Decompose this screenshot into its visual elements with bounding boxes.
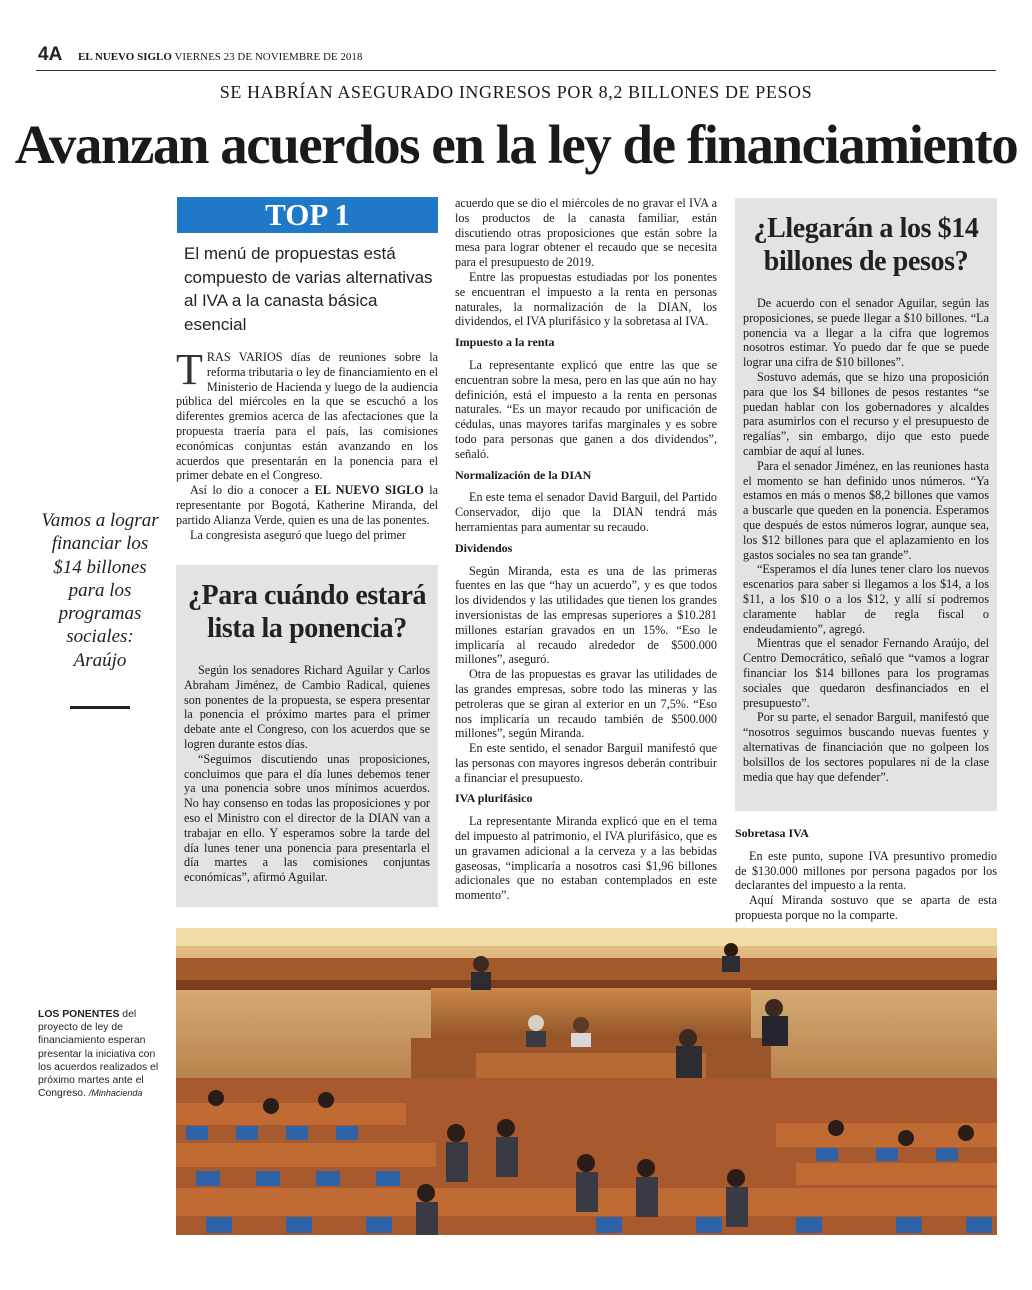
article-paragraph: Aquí Miranda sostuvo que se aparta de esta propuesta porque no la comparte.: [735, 893, 997, 922]
kicker: SE HABRÍAN ASEGURADO INGRESOS POR 8,2 BILLONES DE PESOS: [219, 82, 813, 102]
box-paragraph: Mientras que el senador Fernando Araújo, del Centro Democrático, señaló que “vamos a lograr financiar los $14 billones para los programas sociales que quedaron desfinanciados en el presupuesto”.: [743, 636, 989, 710]
article-paragraph: Así lo dio a conocer a EL NUEVO SIGLO la representante por Bogotá, Katherine Miranda, del partido Alianza Verde, quien es una de las ponentes.: [176, 483, 439, 527]
box-paragraph: “Seguimos discutiendo unas proposiciones, concluimos que para el día lunes debemos tener ya una ponencia sobre unos mínimos acuerdos. No hay consenso en todas las proposiciones y por eso el Ministro con el director de la DIAN van a trabajar en ello. Y esperamos sobre la tarde del día lunes tener una ponencia para presentarla el día martes a las comisiones conjuntas económicas”, afirmó Aguilar.: [184, 751, 430, 885]
header-rule: [36, 70, 996, 71]
article-paragraph: La representante Miranda explicó que en el tema del impuesto al patrimonio, el IVA plurifásico, que es un gravamen adicional a la cerveza y a las bebidas gaseosas, “implicaría a nosotros casi $1,96 billones adicionales que no estaban contemplados en este momento”.: [455, 814, 717, 903]
publication-name: EL NUEVO SIGLO: [78, 51, 172, 63]
sidebar-box-ponencia: [176, 565, 438, 907]
subheading: Sobretasa IVA: [735, 826, 809, 840]
subheading: Dividendos: [455, 540, 513, 555]
lead-text: días de reuniones sobre la reforma tributaria o ley de financiamiento en el Ministerio de Hacienda y luego de la audiencia pública del miércoles en la que se escuchó a los diferentes gremios acerca de las afectaciones que la propuesta traería para el país, las comisiones económicas conjuntas están avanzando en los acuerdos que presentarán en la ponencia para el primer debate en el Congreso.: [176, 350, 438, 483]
article-paragraph: La congresista aseguró que luego del primer: [190, 527, 406, 542]
box-body: [176, 663, 438, 885]
article-paragraph: En este tema el senador David Barguil, del Partido Conservador, dijo que la DIAN tendrá más herramientas para aumentar su recaudo.: [455, 490, 717, 534]
article-paragraph: En este sentido, el senador Barguil manifestó que las personas con mayores ingresos deberán contribuir a financiar el presupuesto.: [455, 741, 717, 785]
article-paragraph: Otra de las propuestas es gravar las utilidades de las grandes empresas, sobre todo las mineras y las petroleras que se giran al exterior en un 7,5%. “Eso nos implicaría un recaudo también de $500.000 millones”, según Miranda.: [455, 667, 717, 741]
caption-lead: LOS PONENTES: [38, 1009, 120, 1020]
publication-date: VIERNES 23 DE NOVIEMBRE DE 2018: [174, 51, 363, 63]
article-paragraph: acuerdo que se dio el miércoles de no gravar el IVA a los productos de la canasta familiar, están discutiendo otras proposiciones que están sobre la mesa para lograr obtener el recaudo que se necesita para el presupuesto de 2019.: [455, 196, 717, 270]
box-title: ¿Para cuándo estará lista la ponencia?: [187, 580, 427, 644]
article-column-2: [455, 196, 717, 903]
pull-quote: Vamos a lograr financiar los $14 billones para los programas sociales: Araújo: [41, 510, 159, 671]
headline: Avanzan acuerdos en la ley de financiamiento: [14, 114, 1018, 175]
pull-quote-rule: [70, 706, 130, 709]
caption-text: del proyecto de ley de financiamiento esperan presentar la iniciativa con los acuerdos realizados el próximo martes ante el Congreso.: [38, 1009, 159, 1100]
photo-credit: /Minhacienda: [88, 1088, 143, 1099]
article-lead-paragraph: [176, 345, 438, 483]
box-paragraph: Según los senadores Richard Aguilar y Carlos Abraham Jiménez, de Cambio Radical, quienes son ponentes de la propuesta, se espera presentar la ponencia el próximo martes para el primer debate ante el Congreso, con los acuerdos que se logren durante estos días.: [184, 663, 430, 751]
article-column-1: [176, 345, 439, 542]
box-paragraph: Para el senador Jiménez, en las reuniones hasta el momento se han definido unos números. “Ya estamos en más o menos $8,2 billones que vamos a buscarle que queden en la ponencia. Esperamos que después de estos números lograr, aunque sea, los $12 billones para que el aplazamiento en los gastos sociales no sea tan grande”.: [743, 458, 989, 562]
box-paragraph: Por su parte, el senador Barguil, manifestó que “nosotros seguimos buscando nuevas fuentes y alternativas de financiación que no golpeen los bolsillos de los sectores populares ni de la clase media que hay que defender”.: [743, 710, 989, 784]
article-paragraph: En este punto, supone IVA presuntivo promedio de $130.000 millones por persona pagados por los declarantes del impuesto a la renta.: [735, 848, 997, 893]
subheading: Impuesto a la renta: [455, 335, 555, 350]
article-column-3: [735, 820, 997, 923]
box-paragraph: Sostuvo además, que se hizo una proposición para que los $4 billones de pesos restantes “se puedan hablar con los gobernadores y alcaldes para asumirlos con el recurso y el presupuesto de regalías”, sin embargo, dijo que esto puede cambiar de aquí al lunes.: [743, 369, 989, 458]
top-label-box: TOP 1: [177, 197, 438, 233]
drop-cap: T: [176, 345, 203, 394]
photo-caption: [38, 1008, 163, 1100]
subheading: Normalización de la DIAN: [455, 467, 592, 482]
article-paragraph: Entre las propuestas estudiadas por los ponentes se encuentran el impuesto a la renta en personas naturales, la normalización de la DIAN, los dividendos, el IVA plurifásico y la sobretasa al IVA.: [455, 269, 717, 329]
article-paragraph: La representante explicó que entre las que se encuentran sobre la mesa, pero en las que aún no hay definición, está el impuesto a la renta en personas naturales. “Es un mayor recaudo por unificación de cédulas, unas mayores tarifas marginales y es sobre todo para personas que ganen a dos dividendos”, señaló.: [455, 357, 717, 461]
congress-photo: [176, 928, 997, 1235]
box-title: ¿Llegarán a los $14 billones de pesos?: [753, 213, 979, 277]
box-paragraph: De acuerdo con el senador Aguilar, según las proposiciones, se puede llegar a $10 billones. “La ponencia va a llegar a la cifra que logremos nosotros estimar. Yo puedo dar fe que se puede lograr una cifra de $10 billones”.: [743, 296, 989, 370]
top-subtitle: El menú de propuestas está compuesto de varias alternativas al IVA a la canasta básica esencial: [184, 244, 433, 334]
box-body: [735, 296, 997, 784]
publication-mention: EL NUEVO SIGLO: [314, 483, 424, 498]
page-number: 4A: [38, 44, 63, 65]
sidebar-box-billones: [735, 198, 997, 811]
subheading: IVA plurifásico: [455, 791, 533, 806]
lead-caps: RAS VARIOS: [206, 350, 283, 364]
article-paragraph: Según Miranda, esta es una de las primeras fuentes en las que “hay un acuerdo”, y es que todos los dividendos y las utilidades que tienen los grandes inversionistas de las empresas superiores a $10.281 millones estarían gravados en un 15%. “Eso le implicaría al recaudo alrededor de $500.000 millones”, aseguró.: [455, 563, 717, 667]
box-paragraph: “Esperamos el día lunes tener claro los nuevos escenarios para saber si llegamos a los $14, a los $11, a los $10 o a los $12, y allí sí podremos claramente hablar de regla fiscal o endeudamiento”, agregó.: [743, 562, 989, 636]
masthead: [78, 51, 362, 63]
